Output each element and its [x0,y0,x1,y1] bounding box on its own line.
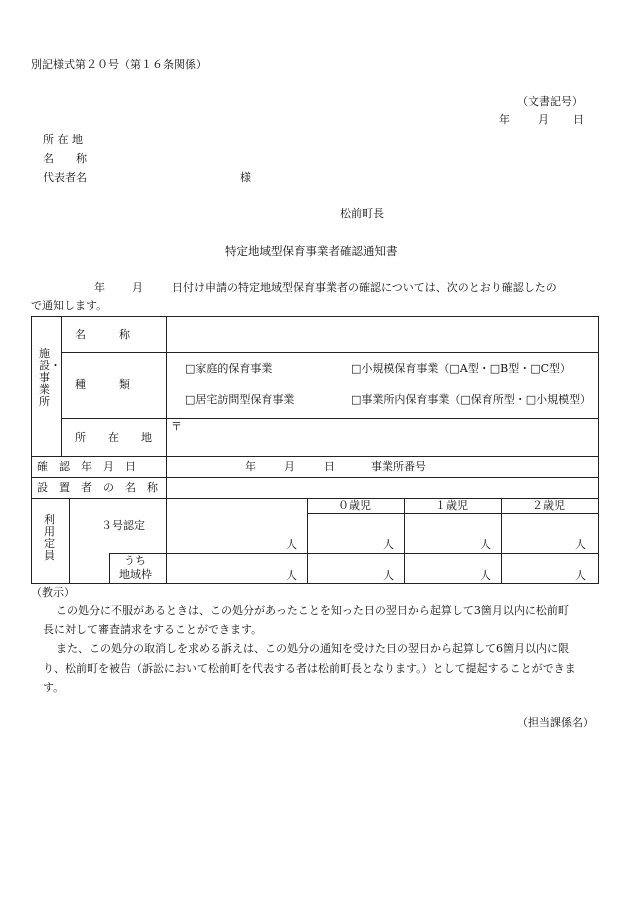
type-option-small[interactable]: □小規模保育事業（□A型・□B型・□C型） [351,362,572,375]
addressee-address-label: 所 在 地 [43,133,83,146]
issue-date-day: 日 [573,113,584,126]
contact-department: （担当課係名） [517,716,594,729]
facility-label: 施設・事業所 [39,347,61,408]
notice-para1-line2: 長に対して審査請求をすることができます。 [43,623,263,636]
unit-cert3-age0: 人 [383,538,394,551]
facility-name-label: 名 称 [75,328,130,341]
unit-local-total: 人 [286,569,297,582]
notice-para1-line1: この処分に不服があるときは、この処分があったことを知った日の翌日から起算して3箇月以内に松前町 [56,604,569,617]
unit-cert3-age2: 人 [575,538,586,551]
local-frame-label-1: うち [124,554,146,567]
unit-cert3-total: 人 [286,538,297,551]
notice-heading: （教示） [31,586,75,599]
notice-para2-line2: り、松前町を被告（訴訟において松前町を代表する者は松前町長となります。）として提起することができま [43,662,576,675]
unit-local-age0: 人 [383,569,394,582]
document-number: （文書記号） [517,95,583,108]
confirm-date-label: 確 認 年 月 日 [37,460,136,473]
office-number-label: 事業所番号 [371,460,426,473]
issue-date-year: 年 [499,113,510,126]
facility-type-label: 種 類 [75,378,130,391]
local-frame-label-2: 地域枠 [119,568,152,581]
form-reference: 別記様式第２０号（第１６条関係） [31,58,207,71]
addressee-name-label: 名 称 [43,152,87,165]
addressee-representative-label: 代表者名 [43,171,87,184]
postal-mark: 〒 [171,420,182,433]
type-option-visit[interactable]: □居宅訪問型保育事業 [185,393,295,406]
honorific: 様 [240,171,251,184]
intro-year: 年 [94,281,105,294]
type-option-home[interactable]: □家庭的保育事業 [185,362,273,375]
confirmation-table [31,316,599,584]
cert3-label: ３号認定 [101,519,145,532]
confirm-month: 月 [284,460,295,473]
founder-name-label: 設 置 者 の 名 称 [37,481,158,494]
age-header-0: ０歳児 [338,499,371,512]
document-title: 特定地域型保育事業者確認通知書 [225,244,398,258]
type-option-onsite[interactable]: □事業所内保育事業（□保育所型・□小規模型） [351,393,592,406]
unit-local-age2: 人 [575,569,586,582]
intro-text: 日付け申請の特定地域型保育事業者の確認については、次のとおり確認したの [172,281,557,294]
facility-address-label: 所 在 地 [75,431,152,444]
unit-cert3-age1: 人 [480,538,491,551]
age-header-2: ２歳児 [532,499,565,512]
age-header-1: １歳児 [435,499,468,512]
notice-para2-line1: また、この処分の取消しを求める訴えは、この処分の通知を受けた日の翌日から起算して6箇月以内に限 [56,642,569,655]
capacity-label: 利用定員 [44,513,55,562]
intro-text-continued: で通知します。 [31,299,108,312]
issuer: 松前町長 [340,207,384,220]
unit-local-age1: 人 [480,569,491,582]
notice-para2-line3: す。 [43,681,65,694]
confirm-day: 日 [324,460,335,473]
confirm-year: 年 [245,460,256,473]
issue-date-month: 月 [538,113,549,126]
intro-month: 月 [132,281,143,294]
